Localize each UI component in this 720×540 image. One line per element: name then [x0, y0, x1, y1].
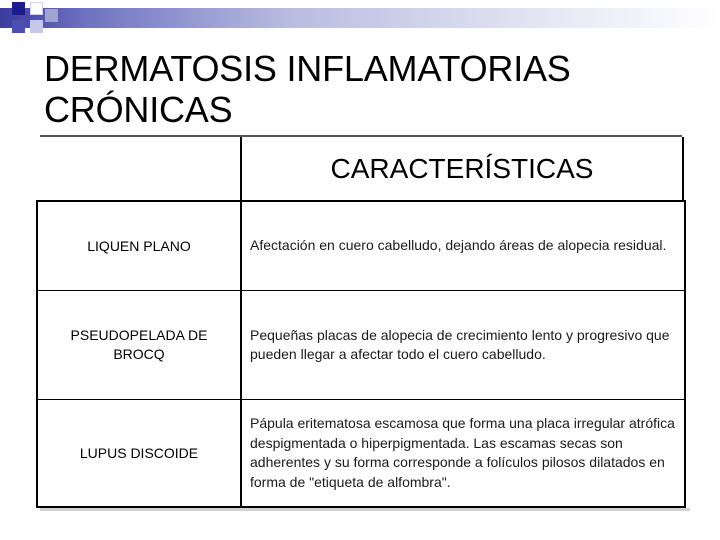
- decorative-squares: [0, 0, 720, 40]
- table-row: [38, 400, 684, 506]
- square-icon: [12, 20, 25, 33]
- square-icon: [30, 20, 43, 33]
- slide-title: [44, 48, 704, 130]
- row-description: Pápula eritematosa escamosa que forma una placa irregular atrófica despigmentada o hiperpigmentada. Las escamas secas son adherentes y su forma corresponde a folículos pilosos dilatados en forma de "etiqueta de alfombra".: [250, 415, 675, 490]
- row-description-cell: [242, 291, 684, 399]
- row-description: Afectación en cuero cabelludo, dejando áreas de alopecia residual.: [250, 237, 667, 254]
- table-row: [38, 291, 684, 399]
- row-name: PSEUDOPELADA DE BROCQ: [70, 327, 208, 362]
- title-line-1: DERMATOSIS INFLAMATORIAS: [44, 48, 571, 89]
- row-description-cell: [242, 400, 684, 506]
- row-description: Pequeñas placas de alopecia de crecimiento lento y progresivo que pueden llegar a afectar todo el cuero cabelludo.: [250, 326, 670, 362]
- title-line-2: CRÓNICAS: [44, 89, 233, 130]
- row-name-cell: [38, 291, 242, 399]
- square-icon: [45, 9, 58, 22]
- table-shadow: [40, 508, 690, 511]
- row-name: LUPUS DISCOIDE: [79, 444, 199, 461]
- row-description-cell: [242, 202, 684, 290]
- table-row: [38, 202, 684, 290]
- square-icon: [12, 2, 25, 15]
- characteristics-table: [36, 200, 686, 508]
- square-icon: [30, 2, 43, 15]
- row-name: LIQUEN PLANO: [87, 237, 191, 254]
- row-name-cell: [38, 400, 242, 506]
- table-header-label: CARACTERÍSTICAS: [330, 152, 594, 184]
- row-name-cell: [38, 202, 242, 290]
- table-header-caracteristicas: [240, 137, 684, 200]
